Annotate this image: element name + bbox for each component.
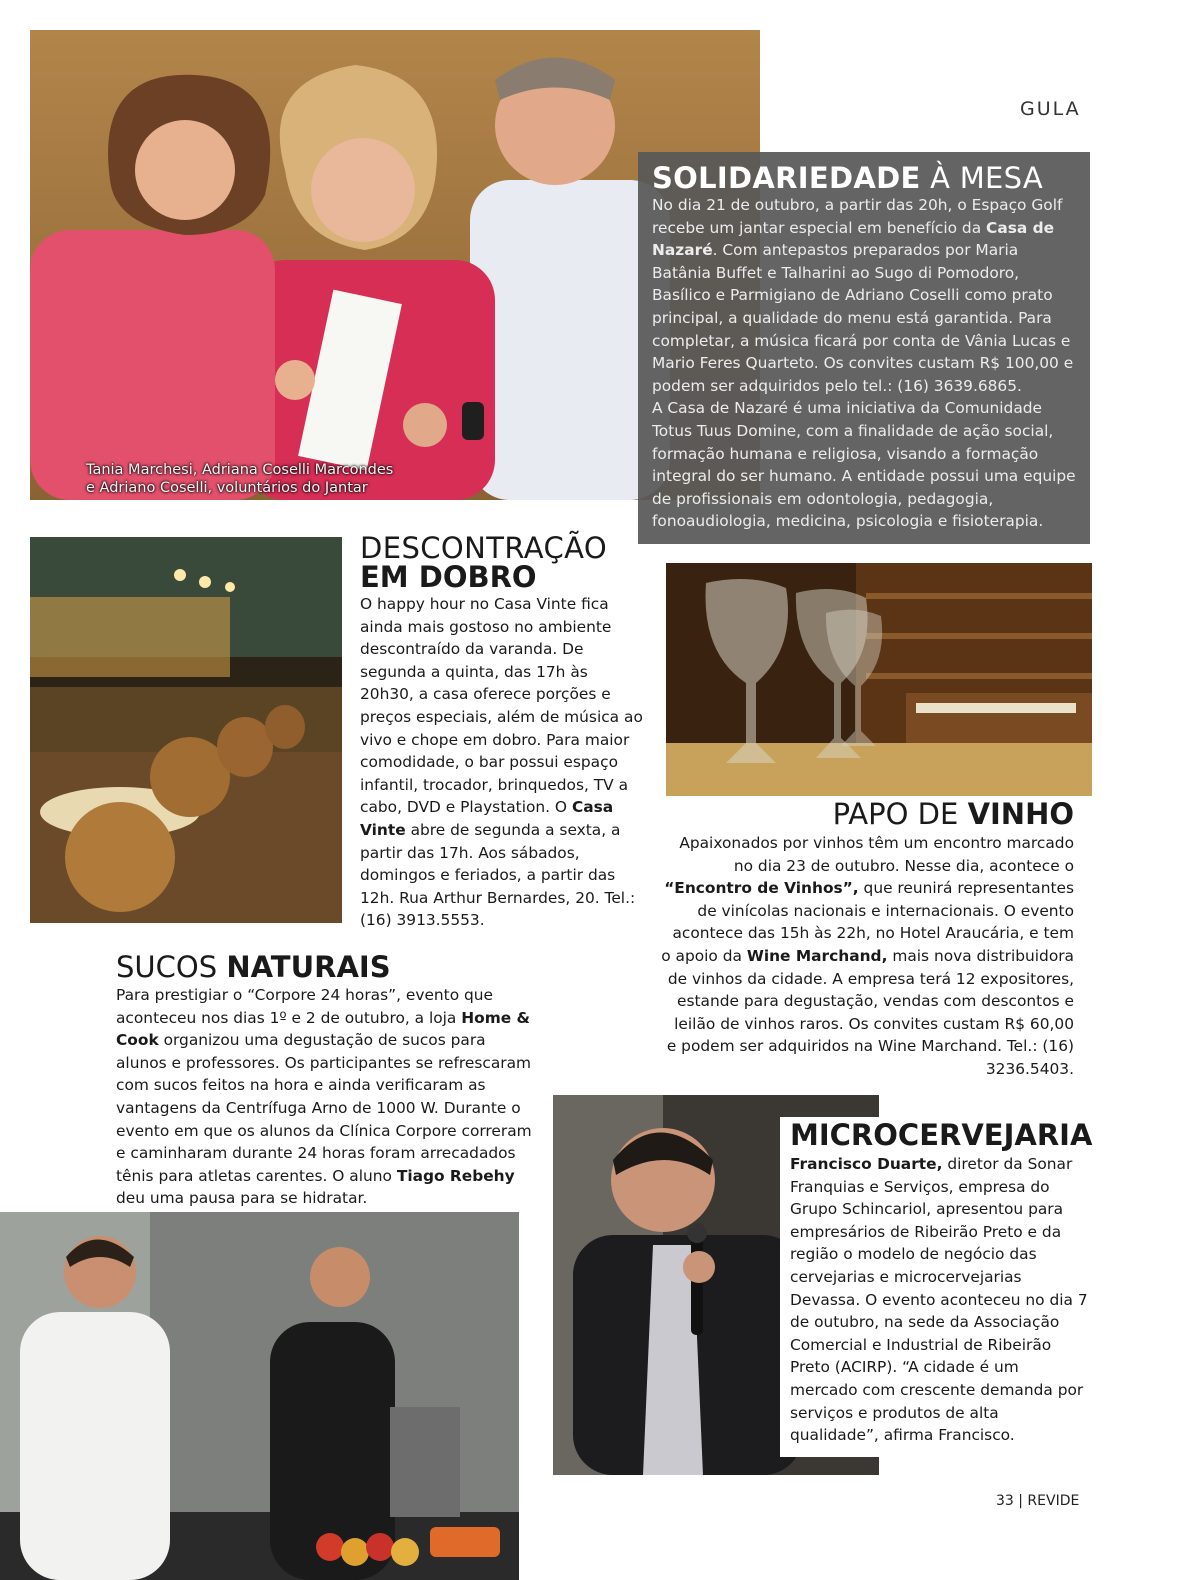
descontracao-article: [360, 533, 646, 932]
bold-run: Home & Cook: [116, 1008, 530, 1050]
caption-line-1: Tania Marchesi, Adriana Coselli Marcondes: [86, 462, 394, 478]
juice-tasting-photo: [0, 1212, 519, 1580]
bold-run: Tiago Rebehy: [396, 1166, 515, 1185]
solidariedade-title-light: À MESA: [920, 161, 1044, 195]
text-run: abre de segunda a sexta, a partir das 17h. Aos sábados, domingos e feriados, a partir das 12h. Rua Arthur Bernardes, 20. Tel.: (16) 3913.5553.: [360, 820, 636, 930]
micro-article: [780, 1117, 1093, 1457]
text-run: . Com antepastos preparados por Maria Batânia Buffet e Talharini ao Sugo di Pomodoro, Basílico e Parmigiano de Adriano Coselli como prato principal, a qualidade do menu está garantida. Para completar, a música ficará por conta de Vânia Lucas e Mario Feres Quarteto. Os convites custam R$ 100,00 e podem ser adquiridos pelo tel.: (16) 3639.6865.: [652, 241, 1074, 395]
text-run: organizou uma degustação de sucos para alunos e professores. Os participantes se refrescaram com sucos feitos na hora e ainda verificaram as vantagens da Centrífuga Arno de 1000 W. Durante o evento em que os alunos da Clínica Corpore correram e caminharam durante 24 horas foram arrecadados tênis para atletas carentes. O aluno: [116, 1031, 532, 1185]
photo-caption: [86, 461, 393, 497]
solidariedade-body: [652, 194, 1076, 533]
papo-title: [660, 796, 1074, 832]
text-run: deu uma pausa para se hidratar.: [116, 1189, 368, 1208]
sucos-title-bold: NATURAIS: [226, 950, 391, 984]
papo-title-bold: VINHO: [967, 797, 1074, 831]
bold-run: “Encontro de Vinhos”,: [664, 879, 859, 898]
text-run: Para prestigiar o “Corpore 24 horas”, evento que aconteceu nos dias 1º e 2 de outubro, a loja: [116, 986, 494, 1027]
text-run: mais nova distribuidora de vinhos da cidade. A empresa terá 12 expositores, estande para degustação, vendas com descontos e leilão de vinhos raros. Os convites custam R$ 60,00 e podem ser adquiridos na Wine Marchand. Tel.: (16) 3236.5403.: [666, 946, 1074, 1078]
bold-run: Wine Marchand,: [746, 946, 888, 965]
text-run: diretor da Sonar Franquias e Serviços, empresa do Grupo Schincariol, apresentou para empresários de Ribeirão Preto e da região o modelo de negócio das cervejarias e microcervejarias Devassa. O evento aconteceu no dia 7 de outubro, na sede da Associação Comercial e Industrial de Ribeirão Preto (ACIRP). “A cidade é um mercado com crescente demanda por serviços e produtos de alta qualidade”, afirma Francisco.: [790, 1155, 1088, 1445]
papo-title-light: PAPO DE: [832, 797, 968, 831]
solidariedade-box: [638, 152, 1090, 544]
section-label: GULA: [1020, 98, 1081, 120]
solidariedade-title-bold: SOLIDARIEDADE: [652, 161, 921, 195]
descontracao-title-bold: EM DOBRO: [360, 560, 537, 594]
papo-article: [660, 796, 1074, 1081]
sucos-body: [116, 984, 536, 1210]
papo-body: [660, 832, 1074, 1081]
descontracao-body: [360, 593, 646, 932]
bold-run: Casa Vinte: [360, 798, 614, 839]
caption-line-2: e Adriano Coselli, voluntários do Jantar: [86, 480, 368, 496]
text-run: A Casa de Nazaré é uma iniciativa da Comunidade Totus Tuus Domine, com a finalidade de ação social, formação humana e religiosa, visando a formação integral do ser humano. A entidade possui uma equipe de profissionais em odontologia, pedagogia, fonoaudiologia, medicina, psicologia e fisioterapia.: [652, 399, 1076, 531]
micro-body: [790, 1153, 1088, 1447]
sucos-article: [116, 950, 536, 1210]
veranda-photo: [30, 537, 342, 923]
solidariedade-title: [652, 162, 1076, 194]
sucos-title-light: SUCOS: [116, 950, 227, 984]
text-run: que reunirá representantes de vinícolas nacionais e internacionais. O evento acontece das 15h às 22h, no Hotel Araucária, e tem o apoio da: [661, 879, 1074, 965]
bold-run: Francisco Duarte,: [790, 1155, 943, 1173]
page-folio: 33 | REVIDE: [996, 1493, 1080, 1509]
sucos-title: [116, 950, 536, 984]
text-run: O happy hour no Casa Vinte fica ainda mais gostoso no ambiente descontraído da varanda. De segunda a quinta, das 17h às 20h30, a casa oferece porções e preços especiais, além de música ao vivo e chope em dobro. Para maior comodidade, o bar possui espaço infantil, trocador, brinquedos, TV a cabo, DVD e Playstation. O: [360, 595, 643, 817]
wine-photo: [666, 563, 1092, 796]
descontracao-title-light: DESCONTRAÇÃO: [360, 531, 608, 565]
micro-title: MICROCERVEJARIA: [790, 1118, 1093, 1152]
bold-run: Casa de Nazaré: [652, 218, 1055, 260]
text-run: No dia 21 de outubro, a partir das 20h, o Espaço Golf recebe um jantar especial em benefício da: [652, 196, 1063, 237]
text-run: Apaixonados por vinhos têm um encontro marcado no dia 23 de outubro. Nesse dia, acontece o: [679, 834, 1074, 875]
